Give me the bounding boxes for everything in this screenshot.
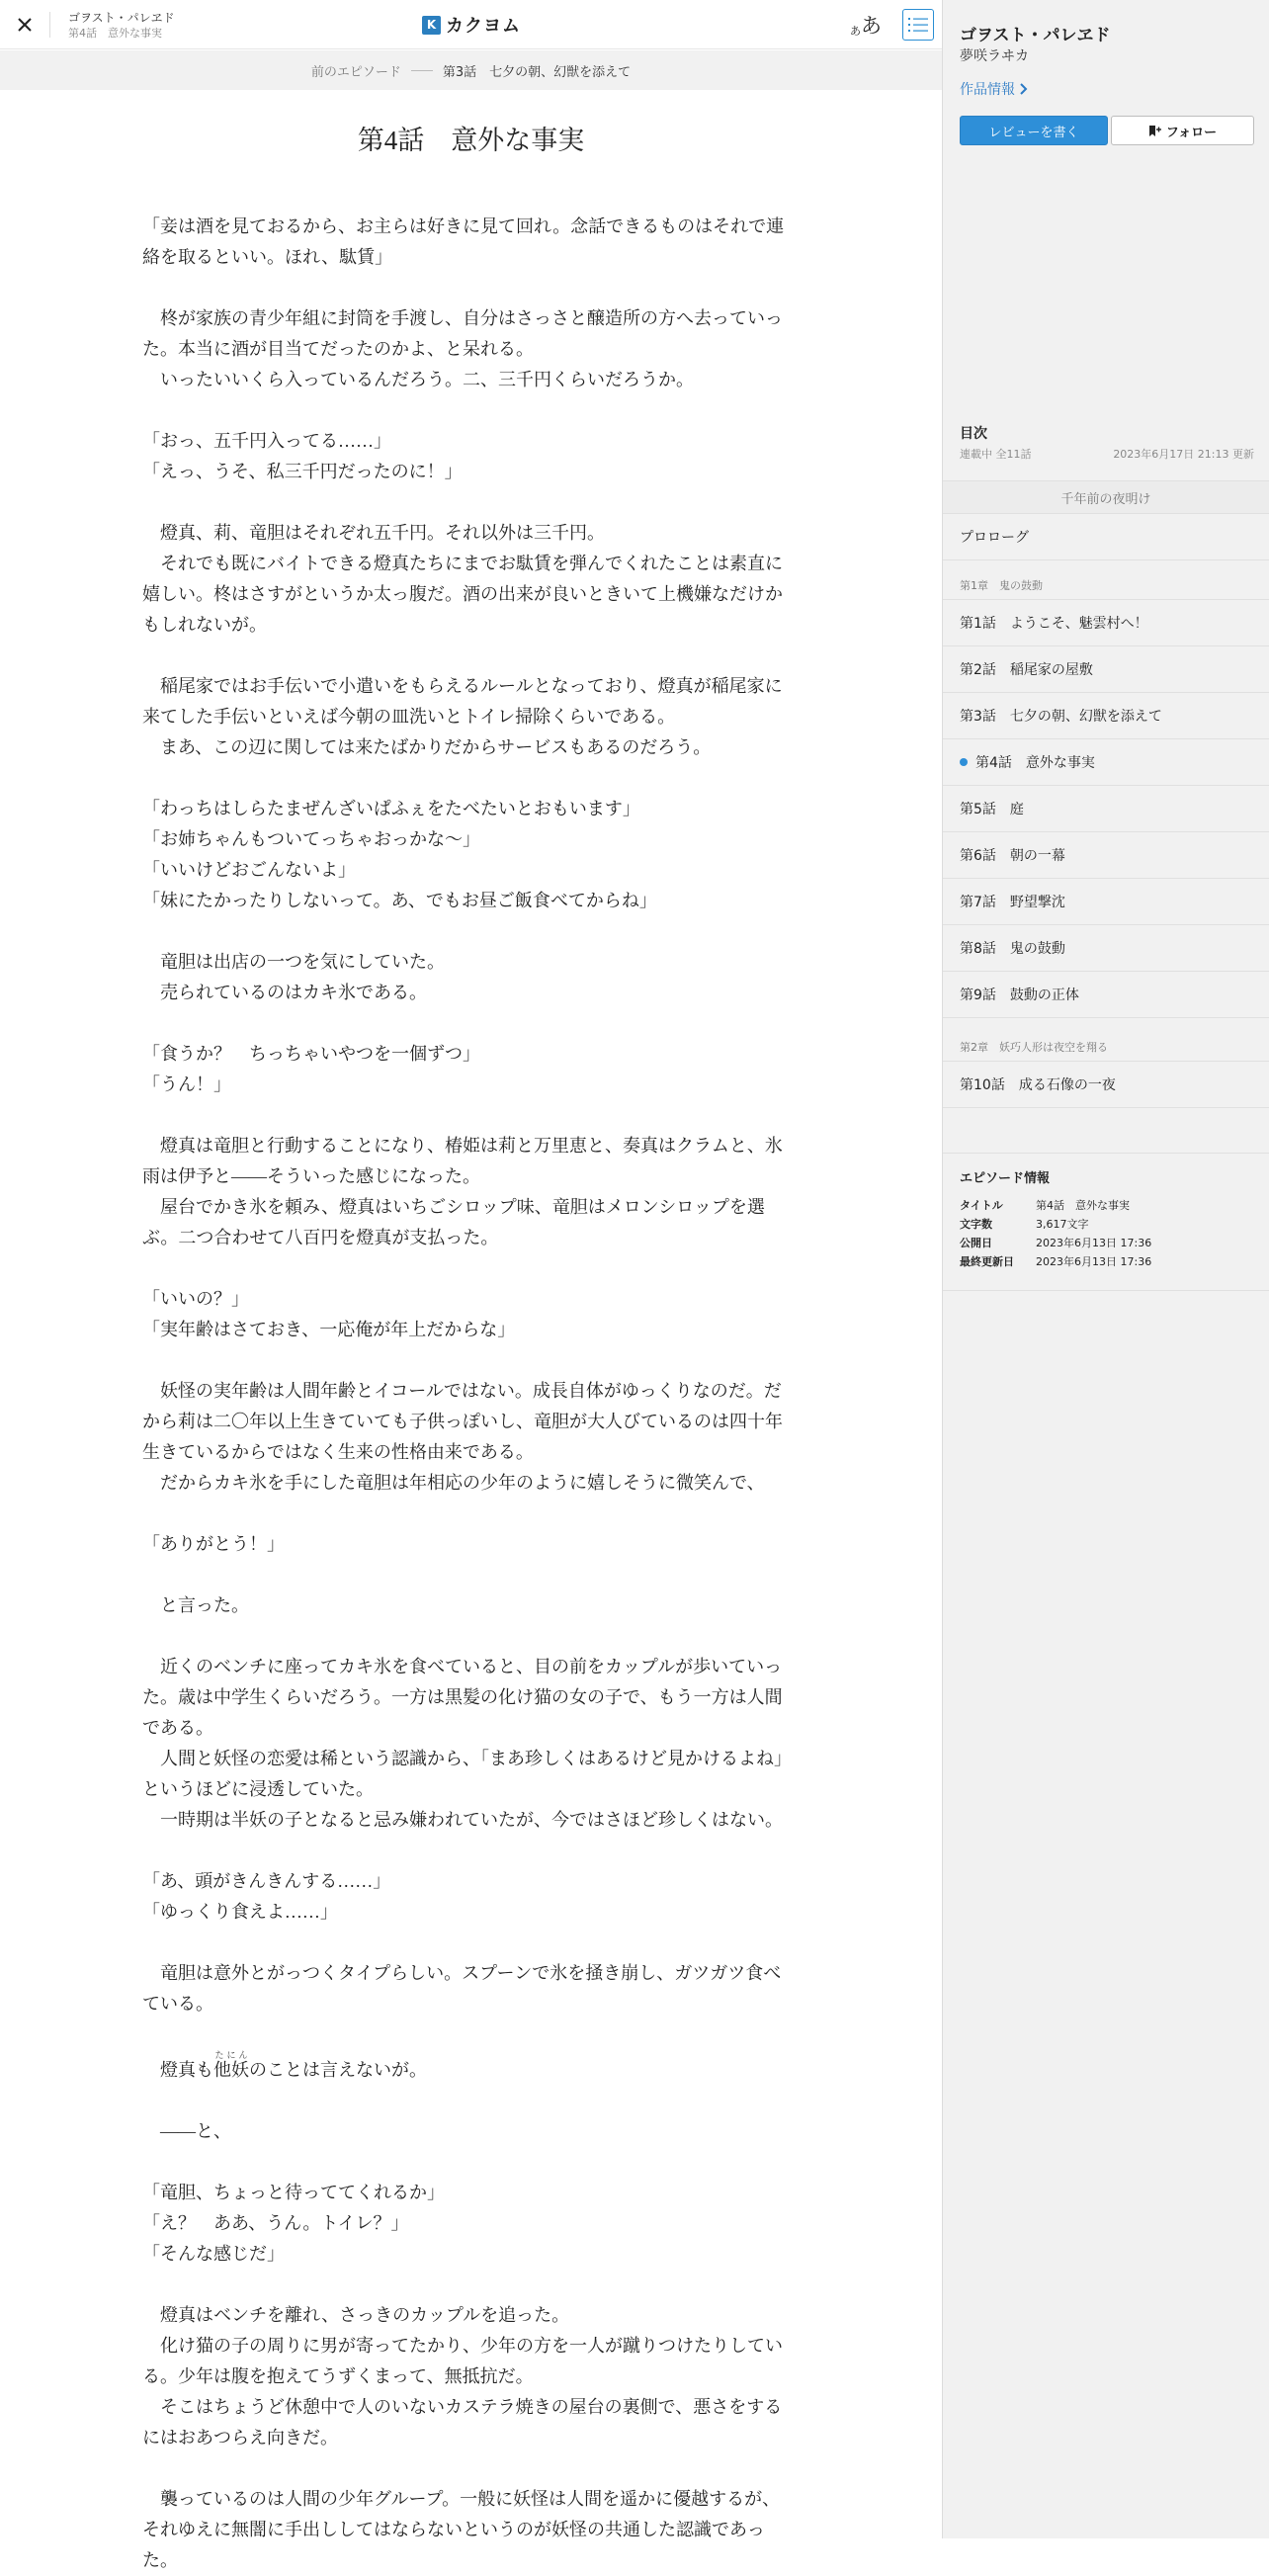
episode-info-value: 3,617文字 — [1036, 1218, 1089, 1231]
body-paragraph: いったいいくら入っているんだろう。二、三千円くらいだろうか。 — [142, 370, 694, 389]
episode-info-row — [960, 1234, 1252, 1252]
blank-line — [142, 1560, 787, 1590]
close-icon — [10, 10, 40, 40]
toc-episode-label: 第3話 七夕の朝、幻獣を添えて — [960, 709, 1162, 725]
prev-episode-bar — [0, 50, 942, 90]
blank-line — [142, 2453, 787, 2484]
ruby-base: 他妖 — [213, 2060, 249, 2080]
toc-group-title: 千年前の夜明け — [943, 480, 1269, 514]
body-paragraph: 近くのベンチに座ってカキ氷を食べていると、目の前をカップルが歩いていった。歳は中学生くらいだろう。一方は黒髪の化け猫の女の子で、もう一方は人間である。 — [142, 1657, 783, 1738]
body-paragraph: 一時期は半妖の子となると忌み嫌われていたが、今ではさほど珍しくはない。 — [142, 1810, 783, 1830]
logo-mark-icon: K — [422, 16, 441, 35]
body-paragraph: まあ、この辺に関しては来たばかりだからサービスもあるのだろう。 — [142, 737, 712, 757]
blank-line — [142, 273, 787, 303]
ruby-line-pre: 燈真も — [142, 2060, 213, 2080]
body-paragraph: 売られているのはカキ氷である。 — [142, 983, 427, 1002]
toc-chapter-1: 第1章 鬼の鼓動 — [943, 560, 1269, 600]
body-paragraph: 人間と妖怪の恋愛は稀という認識から、「まあ珍しくはあるけど見かけるよね」というほどに浸透していた。 — [142, 1749, 783, 1799]
follow-button[interactable] — [1111, 116, 1254, 145]
work-info-label: 作品情報 — [960, 82, 1015, 98]
font-size-button[interactable] — [850, 9, 882, 39]
blank-line — [142, 763, 787, 794]
body-paragraph: 「ありがとう！」 — [142, 1534, 285, 1554]
toc-episode-label: 第8話 鬼の鼓動 — [960, 941, 1065, 957]
ruby-annotation: たにん — [213, 2050, 249, 2060]
episode-info-value: 2023年6月13日 17:36 — [1036, 1237, 1152, 1249]
episode-info-key: タイトル — [960, 1199, 1003, 1212]
body-paragraph: 稲尾家ではお手伝いで小遣いをもらえるルールとなっており、燈真が稲尾家に来てした手伝いといえば今朝の皿洗いとトイレ掃除くらいである。 — [142, 676, 783, 727]
toc-chapter-2: 第2章 妖巧人形は夜空を翔る — [943, 1018, 1269, 1062]
chevron-right-icon — [1019, 83, 1029, 95]
body-paragraph: 「いいの？」 — [142, 1289, 249, 1309]
episode-info-value: 2023年6月13日 17:36 — [1036, 1255, 1152, 1268]
body-paragraph: 「ゆっくり食えよ……」 — [142, 1902, 338, 1922]
body-paragraph: それでも既にバイトできる燈真たちにまでお駄賃を弾んでくれたことは素直に嬉しい。柊はさすがというか太っ腹だ。酒の出来が良いときいて上機嫌なだけかもしれないが。 — [142, 554, 783, 635]
font-size-small-glyph: あ — [850, 25, 861, 38]
current-episode-dot-icon — [960, 758, 968, 766]
blank-line — [142, 1345, 787, 1376]
body-paragraph: 「妾は酒を見ておるから、お主らは好きに見て回れ。念話できるものはそれで連絡を取るといい。ほれ、駄賃」 — [142, 216, 785, 267]
toc-episode-label: 第5話 庭 — [960, 802, 1024, 817]
sidebar-work-title[interactable]: ゴヲスト・パレヱド — [960, 26, 1111, 45]
body-paragraph: 襲っているのは人間の少年グループ。一般に妖怪は人間を遥かに優越するが、それゆえに無闇に手出ししてはならないというのが妖怪の共通した認識であった。 — [142, 2489, 781, 2570]
toc-toggle-button[interactable] — [902, 9, 934, 41]
body-paragraph: 妖怪の実年齢は人間年齢とイコールではない。成長自体がゆっくりなのだ。だから莉は二〇年以上生きていても子供っぽいし、竜胆が大人びているのは四十年生きているからではなく生来の性格由来である。 — [142, 1381, 783, 1462]
episode-info-row — [960, 1215, 1252, 1234]
body-paragraph: 「わっちはしらたまぜんざいぱふぇをたべたいとおもいます」 — [142, 799, 640, 818]
divider — [411, 70, 433, 71]
blank-line — [142, 1499, 787, 1529]
toc-episode-label: 第2話 稲尾家の屋敷 — [960, 662, 1093, 678]
toc-status: 連載中 全11話 — [960, 448, 1032, 461]
blank-line — [142, 2086, 787, 2116]
body-paragraph: だからカキ氷を手にした竜胆は年相応の少年のように嬉しそうに微笑んで、 — [142, 1473, 765, 1493]
ruby-line-post: のことは言えないが。 — [249, 2060, 427, 2080]
body-paragraph: 「そんな感じだ」 — [142, 2244, 285, 2264]
body-paragraph: 「えっ、うそ、私三千円だったのに！」 — [142, 462, 463, 481]
toc-episode-label: 第7話 野望撃沈 — [960, 895, 1065, 910]
blank-line — [142, 1928, 787, 1958]
blank-line — [142, 1100, 787, 1131]
episode-info-key: 公開日 — [960, 1237, 992, 1249]
toc-updated: 2023年6月17日 21:13 更新 — [1113, 448, 1254, 461]
write-review-button[interactable]: レビューを書く — [960, 116, 1108, 145]
body-paragraph: 「あ、頭がきんきんする……」 — [142, 1871, 391, 1891]
body-paragraph: 「おっ、五千円入ってる……」 — [142, 431, 391, 451]
blank-line — [142, 641, 787, 671]
body-paragraph: 燈真はベンチを離れ、さっきのカップルを追った。 — [142, 2305, 570, 2325]
ruby-word — [213, 2050, 249, 2080]
logo-text: カクヨム — [446, 16, 521, 37]
body-paragraph: 「え？ ああ、うん。トイレ？」 — [142, 2213, 409, 2233]
list-icon — [907, 16, 929, 34]
work-mini-title[interactable] — [68, 11, 175, 41]
episode-title-small: 第4話 意外な事実 — [68, 27, 162, 40]
toc-episode-label: 第10話 成る石像の一夜 — [960, 1077, 1116, 1093]
body-paragraph: 屋台でかき氷を頼み、燈真はいちごシロップ味、竜胆はメロンシロップを選ぶ。二つ合わせて八百円を燈真が支払った。 — [142, 1197, 765, 1247]
toc-episode-item[interactable] — [943, 879, 1269, 925]
episode-info-heading: エピソード情報 — [960, 1171, 1051, 1186]
toc-item-prologue[interactable]: プロローグ — [943, 514, 1269, 560]
blank-line — [142, 1008, 787, 1039]
site-logo[interactable] — [422, 14, 521, 36]
body-paragraph: ——と、 — [142, 2121, 231, 2141]
episode-body — [142, 212, 787, 2576]
toc-heading: 目次 — [960, 426, 987, 442]
body-paragraph: 竜胆は出店の一つを気にしていた。 — [142, 952, 445, 972]
blank-line — [142, 1253, 787, 1284]
toc-episode-item[interactable] — [943, 832, 1269, 879]
toc-episode-item[interactable] — [943, 600, 1269, 646]
body-paragraph: 「うん！」 — [142, 1074, 231, 1094]
follow-label: フォロー — [1165, 125, 1218, 140]
blank-line — [142, 2019, 787, 2050]
bookmark-plus-icon — [1148, 125, 1161, 137]
sidebar-author[interactable]: 夢咲ラヰカ — [960, 48, 1029, 64]
prev-episode-link[interactable]: 第3話 七夕の朝、幻獣を添えて — [442, 64, 632, 80]
work-title-small[interactable]: ゴヲスト・パレヱド — [68, 11, 175, 25]
blank-line — [142, 1836, 787, 1866]
top-bar — [0, 0, 942, 49]
body-paragraph: 「いいけどおごんないよ」 — [142, 860, 356, 880]
episode-info-key: 文字数 — [960, 1218, 992, 1231]
prev-episode-label: 前のエピソード — [310, 64, 401, 80]
episode-info-value: 第4話 意外な事実 — [1036, 1199, 1130, 1212]
toc-episode-item[interactable] — [943, 786, 1269, 832]
episode-info — [943, 1153, 1269, 1291]
work-info-link[interactable] — [960, 79, 1029, 99]
blank-line — [142, 2270, 787, 2300]
body-paragraph: そこはちょうど休憩中で人のいないカステラ焼きの屋台の裏側で、悪さをするにはおあつらえ向きだ。 — [142, 2397, 783, 2447]
toc-episode-item[interactable] — [943, 739, 1269, 786]
body-paragraph: 竜胆は意外とがっつくタイプらしい。スプーンで氷を掻き崩し、ガツガツ食べている。 — [142, 1963, 782, 2014]
episode-info-row — [960, 1252, 1252, 1271]
toc-episode-item[interactable] — [943, 925, 1269, 972]
toc-episode-item[interactable] — [943, 693, 1269, 739]
blank-line — [142, 916, 787, 947]
toc-episode-label: 第1話 ようこそ、魅雲村へ！ — [960, 616, 1148, 632]
episode-info-row — [960, 1196, 1252, 1215]
font-size-large-glyph: あ — [861, 14, 882, 38]
body-paragraph: 「お姉ちゃんもついてっちゃおっかな〜」 — [142, 829, 480, 849]
toc-episode-item[interactable] — [943, 646, 1269, 693]
sidebar — [942, 0, 1269, 2538]
body-paragraph: 燈真、莉、竜胆はそれぞれ五千円。それ以外は三千円。 — [142, 523, 605, 543]
toc-list — [943, 480, 1269, 1108]
toc-episode-label: 第9話 鼓動の正体 — [960, 987, 1079, 1003]
body-paragraph: 「食うか？ ちっちゃいやつを一個ずつ」 — [142, 1044, 480, 1064]
blank-line — [142, 487, 787, 518]
divider — [49, 12, 50, 38]
toc-episode-item[interactable] — [943, 972, 1269, 1018]
body-paragraph: 「竜胆、ちょっと待っててくれるか」 — [142, 2183, 445, 2202]
toc-episode-item[interactable] — [943, 1062, 1269, 1108]
body-paragraph: と言った。 — [142, 1595, 249, 1615]
body-paragraph: 「実年齢はさておき、一応俺が年上だからな」 — [142, 1320, 516, 1339]
body-paragraph: 化け猫の子の周りに男が寄ってたかり、少年の方を一人が蹴りつけたりしている。少年は腹を抱えてうずくまって、無抵抗だ。 — [142, 2336, 783, 2386]
blank-line — [142, 1621, 787, 1652]
toc-episode-label: 第4話 意外な事実 — [975, 755, 1095, 771]
episode-info-key: 最終更新日 — [960, 1255, 1014, 1268]
body-paragraph — [142, 2050, 787, 2086]
close-button[interactable] — [10, 10, 40, 40]
body-paragraph: 柊が家族の青少年組に封筒を手渡し、自分はさっさと醸造所の方へ去っていった。本当に酒が目当てだったのかよ、と呆れる。 — [142, 308, 783, 359]
body-paragraph: 燈真は竜胆と行動することになり、椿姫は莉と万里恵と、奏真はクラムと、氷雨は伊予と——そういった感じになった。 — [142, 1136, 783, 1186]
episode-title: 第4話 意外な事実 — [357, 126, 585, 155]
toc-episode-label: 第6話 朝の一幕 — [960, 848, 1065, 864]
blank-line — [142, 2147, 787, 2178]
body-paragraph: 「妹にたかったりしないって。あ、でもお昼ご飯食べてからね」 — [142, 891, 657, 910]
toc-meta — [960, 446, 1254, 462]
blank-line — [142, 395, 787, 426]
